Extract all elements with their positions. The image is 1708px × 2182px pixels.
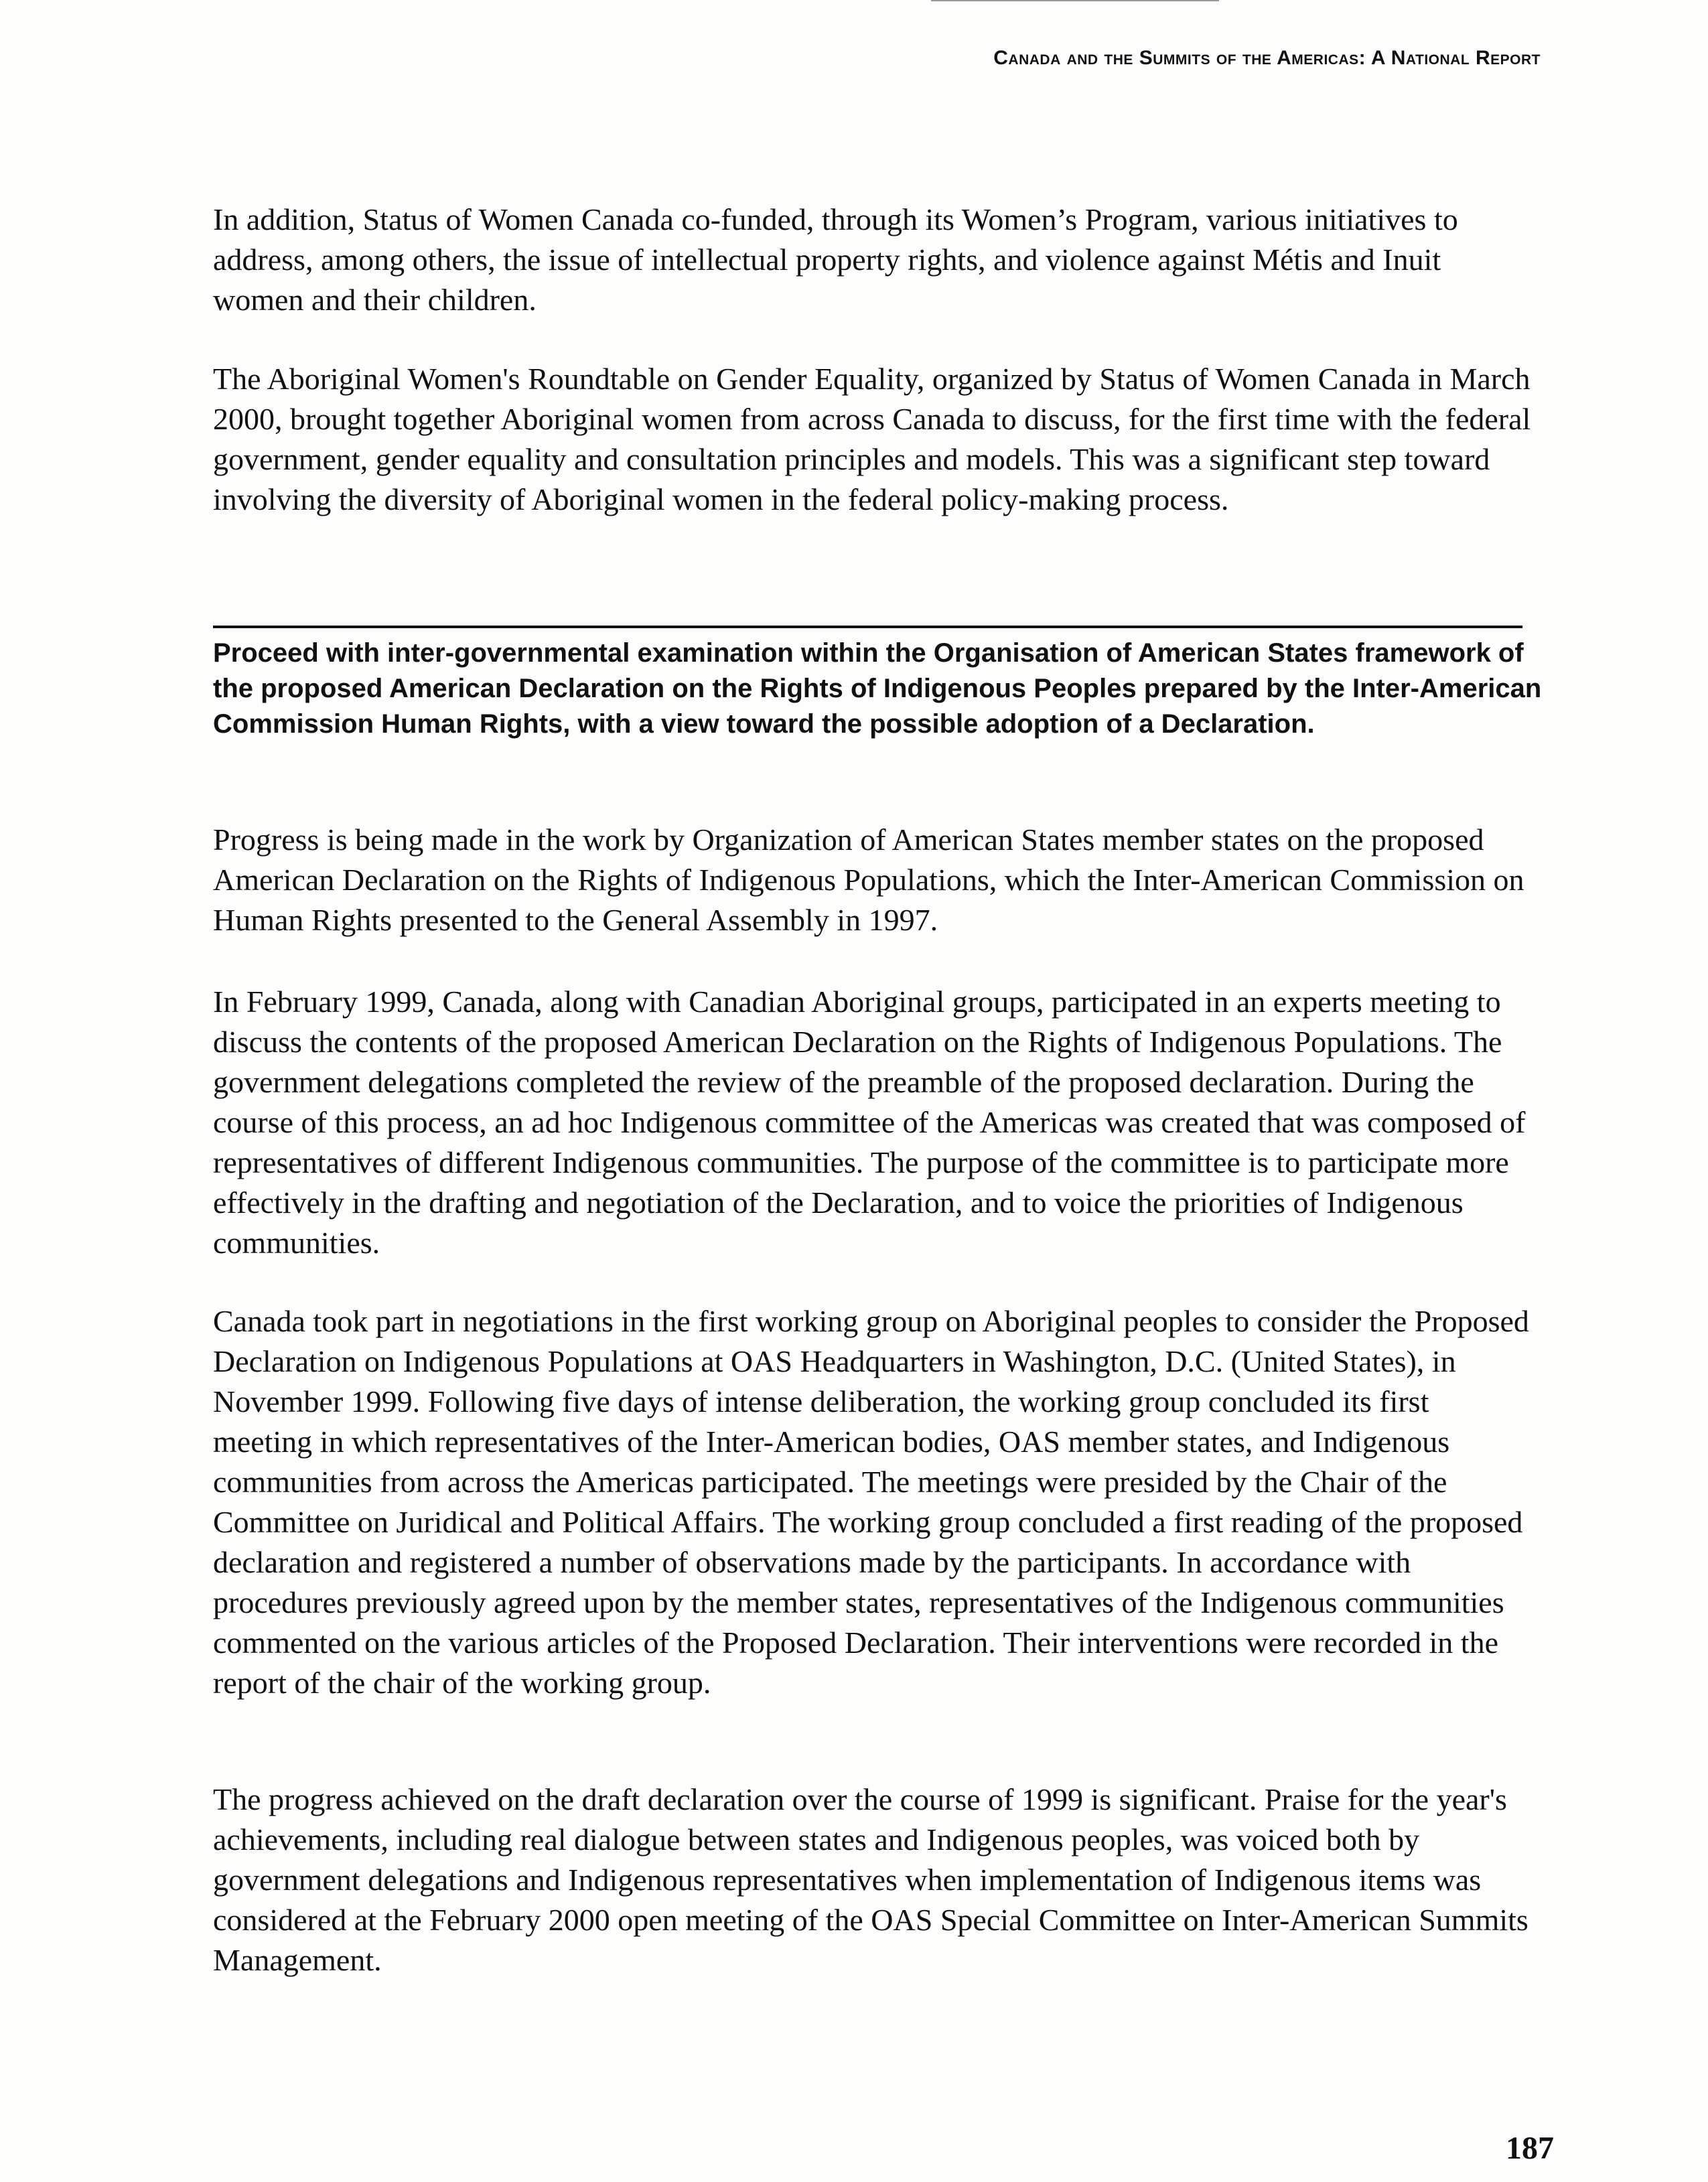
paragraph-oas-progress: Progress is being made in the work by Organization of American States member states on the proposed American Declaration on the Rights of Indigenous Populations, which the Inter-American Commission on Human Rights presented to the General Assembly in 1997. bbox=[213, 822, 1524, 937]
paragraph-aboriginal-roundtable: The Aboriginal Women's Roundtable on Gender Equality, organized by Status of Women Canada in March 2000, brought together Aboriginal women from across Canada to discuss, for the first time with the federal government, gender equality and consultation principles and models. This was a significant step toward involving the diversity of Aboriginal women in the federal policy-making process. bbox=[213, 362, 1531, 516]
paragraph-working-group: Canada took part in negotiations in the first working group on Aboriginal peoples to consider the Proposed Declaration on Indigenous Populations at OAS Headquarters in Washington, D.C. (United States), in November 1999. Following five days of intense deliberation, the working group concluded its first meeting in which representatives of the Inter-American bodies, OAS member states, and Indigenous communities from across the Americas participated. The meetings were presided by the Chair of the Committee on Juridical and Political Affairs. The working group concluded a first reading of the proposed declaration and registered a number of observations made by the participants. In accordance with procedures previously agreed upon by the member states, representatives of the Indigenous communities commented on the various articles of the Proposed Declaration. Their interventions were recorded in the report of the chair of the working group. bbox=[213, 1304, 1529, 1700]
paragraph-womens-program: In addition, Status of Women Canada co-funded, through its Women’s Program, various initiatives to address, among others, the issue of intellectual property rights, and violence against Métis and Inuit women and their children. bbox=[213, 202, 1458, 317]
directive-heading: Proceed with inter-governmental examination within the Organisation of American States framework of the proposed American Declaration on the Rights of Indigenous Peoples prepared by the Inter-American Commission Human Rights, with a view toward the possible adoption of a Declaration. bbox=[213, 638, 1542, 739]
running-header: Canada and the Summits of the Americas: A National Report bbox=[993, 47, 1541, 69]
paragraph-1999-achievements: The progress achieved on the draft declaration over the course of 1999 is significant. Praise for the year's achievements, including real dialogue between states and Indigenous peoples, was voiced both by government delegations and Indigenous representatives when implementation of Indigenous items was considered at the February 2000 open meeting of the OAS Special Committee on Inter-American Summits Management. bbox=[213, 1782, 1528, 1977]
paragraph-february-1999-meeting: In February 1999, Canada, along with Canadian Aboriginal groups, participated in an experts meeting to discuss the contents of the proposed American Declaration on the Rights of Indigenous Populations. The government delegations completed the review of the preamble of the proposed declaration. During the course of this process, an ad hoc Indigenous committee of the Americas was created that was composed of representatives of different Indigenous communities. The purpose of the committee is to participate more effectively in the drafting and negotiation of the Declaration, and to voice the priorities of Indigenous communities. bbox=[213, 985, 1526, 1260]
section-divider bbox=[213, 626, 1522, 628]
page-number: 187 bbox=[1506, 2130, 1554, 2166]
top-edge-rule bbox=[931, 0, 1219, 1]
